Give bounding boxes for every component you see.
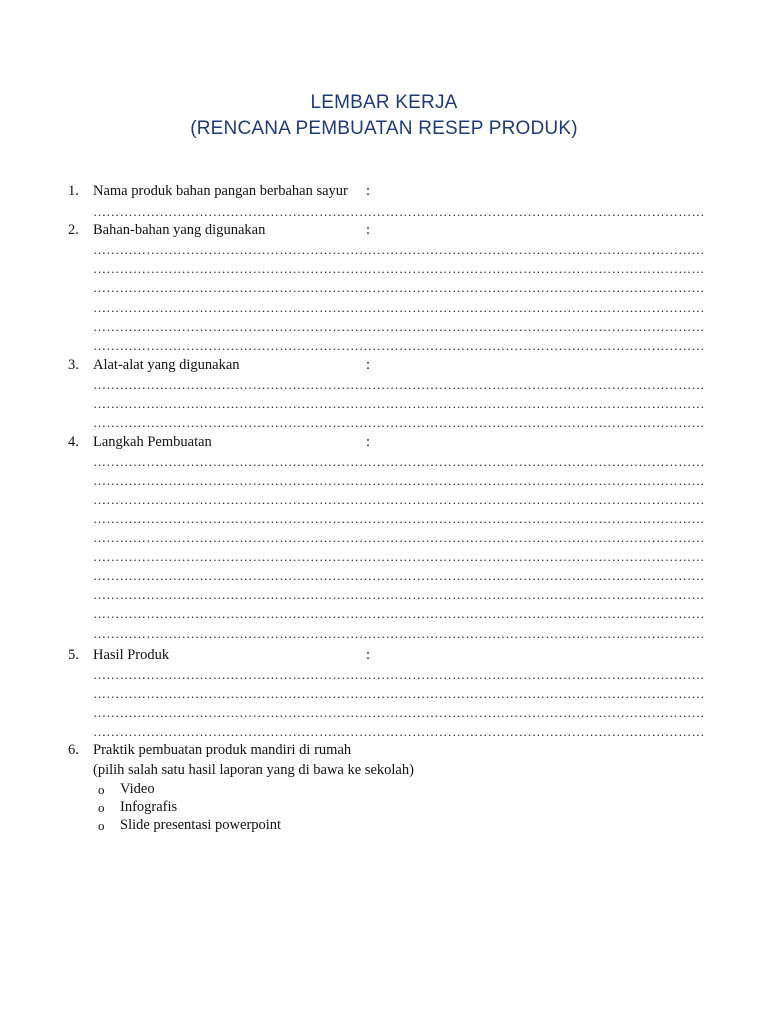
answer-line[interactable]: ………………………………………………………………………………………………………………………… xyxy=(93,511,705,526)
worksheet-title: LEMBAR KERJA xyxy=(310,92,458,113)
item-label: Nama produk bahan pangan berbahan sayur xyxy=(93,183,348,199)
item-number: 1. xyxy=(68,183,79,199)
answer-line[interactable]: ………………………………………………………………………………………………………………………… xyxy=(93,454,705,469)
answer-line[interactable]: ………………………………………………………………………………………………………………………… xyxy=(93,473,705,488)
answer-line[interactable]: ………………………………………………………………………………………………………………………… xyxy=(93,705,705,720)
answer-line[interactable]: ………………………………………………………………………………………………………………………… xyxy=(93,377,705,392)
option-infografis: Infografis xyxy=(120,799,178,815)
answer-line[interactable]: ………………………………………………………………………………………………………………………… xyxy=(93,587,705,602)
item-label: Alat-alat yang digunakan xyxy=(93,357,240,373)
item-label: Hasil Produk xyxy=(93,647,170,663)
answer-line[interactable]: ………………………………………………………………………………………………………………………… xyxy=(93,724,705,739)
answer-line[interactable]: ………………………………………………………………………………………………………………………… xyxy=(93,492,705,507)
answer-line[interactable]: ………………………………………………………………………………………………………………………… xyxy=(93,415,705,430)
item-colon: : xyxy=(366,222,371,238)
answer-line[interactable]: ………………………………………………………………………………………………………………………… xyxy=(93,204,705,219)
answer-line[interactable]: ………………………………………………………………………………………………………………………… xyxy=(93,319,705,334)
answer-line[interactable]: ………………………………………………………………………………………………………………………… xyxy=(93,530,705,545)
item-label: Praktik pembuatan produk mandiri di rumah xyxy=(93,742,352,758)
bullet-marker: o xyxy=(98,782,105,797)
worksheet-subtitle: (RENCANA PEMBUATAN RESEP PRODUK) xyxy=(190,118,578,139)
item-colon: : xyxy=(366,357,371,373)
answer-line[interactable]: ………………………………………………………………………………………………………………………… xyxy=(93,338,705,353)
answer-line[interactable]: ………………………………………………………………………………………………………………………… xyxy=(93,686,705,701)
answer-line[interactable]: ………………………………………………………………………………………………………………………… xyxy=(93,261,705,276)
answer-line[interactable]: ………………………………………………………………………………………………………………………… xyxy=(93,242,705,257)
item-colon: : xyxy=(366,647,371,663)
option-slide-presentasi: Slide presentasi powerpoint xyxy=(120,817,282,833)
answer-line[interactable]: ………………………………………………………………………………………………………………………… xyxy=(93,606,705,621)
answer-line[interactable]: ………………………………………………………………………………………………………………………… xyxy=(93,626,705,641)
option-video: Video xyxy=(120,781,155,797)
answer-line[interactable]: ………………………………………………………………………………………………………………………… xyxy=(93,396,705,411)
answer-line[interactable]: ………………………………………………………………………………………………………………………… xyxy=(93,568,705,583)
item-colon: : xyxy=(366,434,371,450)
bullet-marker: o xyxy=(98,818,105,833)
answer-line[interactable]: ………………………………………………………………………………………………………………………… xyxy=(93,667,705,682)
bullet-marker: o xyxy=(98,800,105,815)
item-number: 3. xyxy=(68,357,79,373)
item-label: Langkah Pembuatan xyxy=(93,434,212,450)
item-number: 5. xyxy=(68,647,79,663)
item-number: 2. xyxy=(68,222,79,238)
answer-line[interactable]: ………………………………………………………………………………………………………………………… xyxy=(93,549,705,564)
item-note: (pilih salah satu hasil laporan yang di bawa ke sekolah) xyxy=(93,762,414,778)
item-number: 6. xyxy=(68,742,79,758)
answer-line[interactable]: ………………………………………………………………………………………………………………………… xyxy=(93,300,705,315)
item-number: 4. xyxy=(68,434,79,450)
answer-line[interactable]: ………………………………………………………………………………………………………………………… xyxy=(93,280,705,295)
item-colon: : xyxy=(366,183,371,199)
item-label: Bahan-bahan yang digunakan xyxy=(93,222,266,238)
